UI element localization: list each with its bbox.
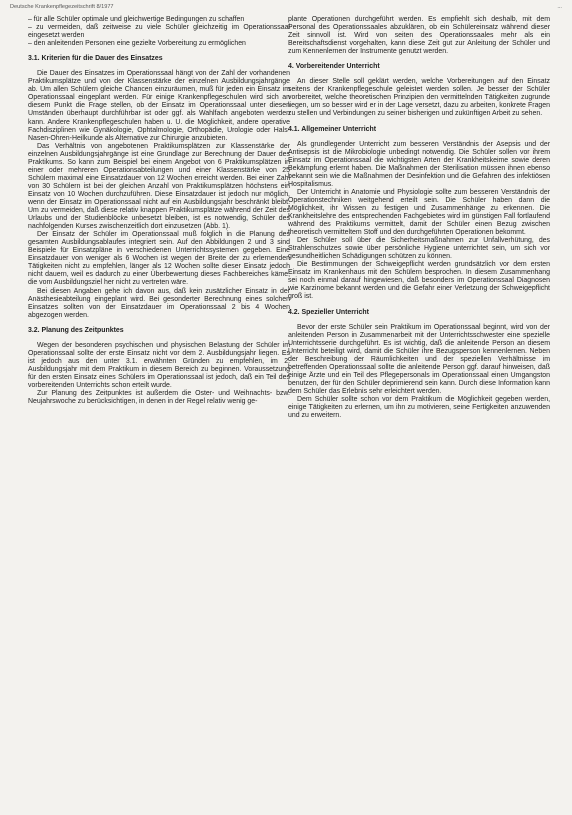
paragraph: Die Dauer des Einsatzes im Operationssaal hängt von der Zahl der vorhandenen Praktikumsplätze und von der Klassenstärke der einzelnen Ausbildungsjahrgänge ab. Um allen Schülern gleiche Chancen einzuräumen, muß für jeden ein Einsatz im Operationssaal eingeplant werden. Für einige Krankenpflegeschulen wird sich an diesem Punkt die Frage stellen, ob der Einsatz im Operationssaal unter diesen Umständen überhaupt durchführbar ist oder ggf. als Wahlfach angeboten werden kann. Andere Krankenpflegeschulen haben u. U. die Möglichkeit, andere operative Fachdisziplinen wie Gynäkologie, Ophtalmologie, Orthopädie, Urologie oder Hals-Nasen-Ohren-Heilkunde als Alternative zur Chirurgie anzubieten. xyxy=(28,70,290,142)
left-text-column xyxy=(28,16,290,406)
paragraph: Bevor der erste Schüler sein Praktikum im Operationssaal beginnt, wird von der anleitenden Person in Zusammenarbeit mit der Unterrichtsschwester eine spezielle Unterrichtsserie durchgeführt. Es ist wichtig, daß die anleitende Person an diesem Unterricht beteiligt wird, damit die Schüler ihre Bezugsperson kennenlernen. Neben der Beschreibung der Räumlichkeiten und der speziellen Verhältnisse im betreffenden Operationssaal sollte die anleitende Person ggf. darauf hinweisen, daß einige Ärzte und ein Teil des Pflegepersonals im Operationssaal einen Umgangston benutzen, der für den Schüler deprimierend sein kann. Durch diese Information kann dem Schüler das Erlebnis sehr erleichtert werden. xyxy=(288,323,550,395)
paragraph: Der Unterricht in Anatomie und Physiologie sollte zum besseren Verständnis der Operationstechniken weitgehend erteilt sein. Die Schüler haben dann die Möglichkeit, ihr Wissen zu festigen und Zusammenhänge zu erkennen. Die Krankheitslehre des entsprechenden Fachgebietes wird im günstigen Fall fortlaufend während des Praktikums vermittelt, damit der Schüler einen Bezug zwischen theoretisch vermitteltem Stoff und den durchgeführten Operationen bekommt. xyxy=(288,188,550,237)
section-heading: 3.2. Planung des Zeitpunktes xyxy=(28,326,124,334)
header-journal-title: Deutsche Krankenpflegezeitschrift 8/1977 xyxy=(10,4,114,10)
section-heading: 4.1. Allgemeiner Unterricht xyxy=(288,125,377,133)
paragraph: Der Schüler soll über die Sicherheitsmaßnahmen zur Unfallverhütung, des Strahlenschutzes sowie über persönliche Hygiene unterrichtet sein, um sich vor gesundheitlichen Schädigungen schützen zu können. xyxy=(288,237,550,261)
paragraph: Der Einsatz der Schüler im Operationssaal muß folglich in die Planung des gesamten Ausbildungsablaufes integriert sein. Auf den Abbildungen 2 und 3 sind Beispiele für Einsatzpläne in verschiedenen Unterrichtssystemen gegeben. Eine Einsatzdauer von weniger als 6 Wochen ist wegen der Breite der zu erlernenden Tätigkeiten nicht zu empfehlen, länger als 12 Wochen sollte dieser Einsatz jedoch nicht dauern, weil es dadurch zu einer Überbewertung dieses Fachbereiches käme, die vom Ausbildungsziel her nicht zu vertreten wäre. xyxy=(28,231,290,287)
header-page-marker: ... xyxy=(557,4,562,10)
paragraph: An dieser Stelle soll geklärt werden, welche Vorbereitungen auf den Einsatz seitens der Krankenpflegeschule geleistet werden sollen. Je besser der Schüler vorbereitet, welche theoretischen Prinzipien den vermittelnden Tätigkeiten zugrunde liegen, um so besser wird er in der Lage versetzt, dazu zu arbeiten, konkrete Fragen zu stellen und Verbindungen zu seiner bisherigen und zukünftigen Arbeit zu sehen. xyxy=(288,78,550,118)
section-heading: 4.2. Spezieller Unterricht xyxy=(288,308,369,316)
paragraph: Das Verhältnis von angebotenen Praktikumsplätzen zur Klassenstärke der einzelnen Ausbildungsjahrgänge ist eine Grundlage zur Berechnung der Dauer des Praktikums. So kann zum Beispiel bei einem Angebot von 6 Praktikumsplätzen in einer oder mehreren Operationsabteilungen und einer Klassenstärke von 25 Schülern maximal eine Einsatzdauer von 12 Wochen erreicht werden. Bei einer Zahl von 30 Schülern ist bei der gleichen Anzahl von Praktikumsplätzen höchstens ein Einsatz von 10 Wochen durchzuführen. Diese Einsatzdauer ist jedoch nur möglich, wenn der Einsatz im Operationssaal nicht auf ein Ausbildungsjahr beschränkt bleibt. Um zu vermeiden, daß diese relativ knappen Praktikumsplätze während der Zeit des Urlaubs und der Studienblöcke unbesetzt bleiben, ist es notwendig, Schüler des nachfolgenden Kurses zwischenzeitlich dort einzusetzen (Abb. 1). xyxy=(28,142,290,231)
paragraph: – zu vermeiden, daß zeitweise zu viele Schüler gleichzeitig im Operationssaal eingesetzt werden xyxy=(28,24,290,40)
running-header xyxy=(10,2,562,12)
paragraph: plante Operationen durchgeführt werden. Es empfiehlt sich deshalb, mit dem Personal des Operationssaales abzuklären, ob ein Schülereinsatz während dieser Zeit sinnvoll ist. Wird von seiten des Operationssaales mehr als ein Bereitschaftsdienst vorgehalten, kann diese Zeit gut zur Anleitung der Schüler und zum Kennenlernen der Instrumente genutzt werden. xyxy=(288,16,550,56)
paragraph: – für alle Schüler optimale und gleichwertige Bedingungen zu schaffen xyxy=(28,16,245,23)
paragraph: Dem Schüler sollte schon vor dem Praktikum die Möglichkeit gegeben werden, einige Tätigkeiten zu erlernen, um ihn zu motivieren, seine Fertigkeiten anzuwenden und zu erweitern. xyxy=(288,395,550,420)
paragraph: Wegen der besonderen psychischen und physischen Belastung der Schüler im Operationssaal sollte der erste Einsatz nicht vor dem 2. Ausbildungsjahr liegen. Es ist jedoch aus den unter 3.1. erwähnten Gründen zu empfehlen, im 2. Ausbildungsjahr mit dem Praktikum in diesem Bereich zu beginnen. Voraussetzung für den ersten Einsatz eines Schülers im Operationssaal ist jedoch, daß ein Teil des vorbereitenden Unterrichts schon erteilt wurde. xyxy=(28,341,290,389)
paragraph: Bei diesen Angaben gehe ich davon aus, daß kein zusätzlicher Einsatz in der Anästhesieabteilung eingeplant wird. Bei gesonderter Berechnung eines solchen Einsatzes sollten von der Einsatzdauer im Operationssaal 2 bis 4 Wochen abgezogen werden. xyxy=(28,287,290,319)
section-heading: 3.1. Kriterien für die Dauer des Einsatzes xyxy=(28,55,163,63)
paragraph: – den anleitenden Personen eine gezielte Vorbereitung zu ermöglichen xyxy=(28,40,246,48)
paragraph: Zur Planung des Zeitpunktes ist außerdem die Oster- und Weihnachts- bzw. Neujahrswoche zu berücksichtigen, in denen in der Regel relativ wenig ge- xyxy=(28,390,290,406)
paragraph: Die Bestimmungen der Schweigepflicht werden grundsätzlich vor dem ersten Einsatz im Krankenhaus mit den Schülern besprochen. In diesem Zusammenhang sei noch einmal darauf hingewiesen, daß besonders im Operationssaal Diagnosen wie Karzinome bekannt werden und die Gefahr einer Verletzung der Schweigepflicht groß ist. xyxy=(288,261,550,301)
paragraph: Als grundlegender Unterricht zum besseren Verständnis der Asepsis und der Antisepsis ist die Mikrobiologie unbedingt notwendig. Die Schüler sollen vor ihrem Einsatz im Operationssaal die wichtigsten Arten der Krankheitskeime sowie deren Bekämpfung erlernt haben. Die Maßnahmen der Sterilisation müssen ihnen ebenso bekannt sein wie die Maßnahmen der Desinfektion und die Gefahren des infektiösen Hospitalismus. xyxy=(288,140,550,188)
section-heading: 4. Vorbereitender Unterricht xyxy=(288,63,380,71)
right-text-column xyxy=(288,16,550,420)
